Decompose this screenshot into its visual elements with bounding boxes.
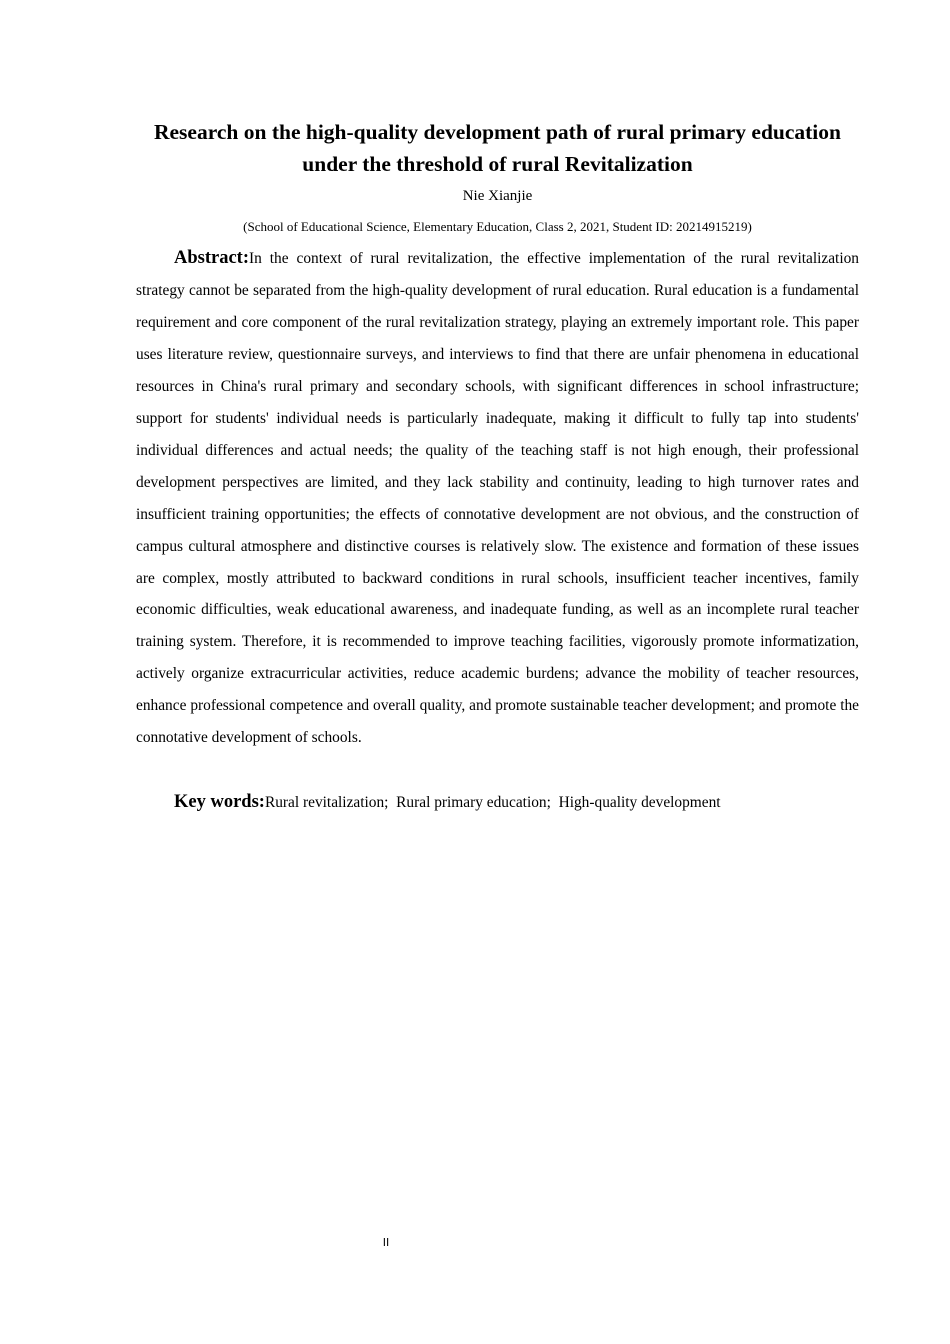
abstract-paragraph xyxy=(136,243,859,754)
keywords-label: Key words: xyxy=(174,792,265,812)
keyword-item: Rural revitalization; xyxy=(264,794,389,811)
abstract-label: Abstract: xyxy=(174,248,250,268)
keyword-item: High-quality development xyxy=(558,794,721,811)
author-name: Nie Xianjie xyxy=(462,188,533,204)
keyword-item: Rural primary education; xyxy=(396,794,551,811)
abstract-text: In the context of rural revitalization, the effective implementation of the rural revitalization strategy cannot be separated from the high-quality development of rural education. Rural education is a fundamental requirement and core component of the rural revitalization strategy, playing an extremely important role. This paper uses literature review, questionnaire surveys, and interviews to find that there are unfair phenomena in educational resources in China's rural primary and secondary schools, with significant differences in school infrastructure; support for students' individual needs is particularly inadequate, making it difficult to fully tap into students' individual differences and actual needs; the quality of the teaching staff is not high enough, their professional development perspectives are limited, and they lack stability and continuity, leading to high turnover rates and insufficient training opportunities; the effects of connotative development are not obvious, and the construction of campus cultural atmosphere and distinctive courses is relatively slow. The existence and formation of these issues are complex, mostly attributed to backward conditions in rural schools, insufficient teacher incentives, family economic difficulties, weak educational awareness, and inadequate funding, as well as an incomplete rural teacher training system. Therefore, it is recommended to improve teaching facilities, vigorously promote informatization, actively organize extracurricular activities, reduce academic burdens; advance the mobility of teacher resources, enhance professional competence and overall quality, and promote sustainable teacher development; and promote the connotative development of schools. xyxy=(136,250,859,747)
author-affiliation: (School of Educational Science, Elementary Education, Class 2, 2021, Student ID: 20214915219) xyxy=(243,219,752,234)
page-number: II xyxy=(382,1236,390,1249)
keywords-paragraph xyxy=(136,787,859,818)
title-line-1: Research on the high-quality development path of rural primary education xyxy=(153,120,841,144)
title-line-2: under the threshold of rural Revitalization xyxy=(302,152,693,176)
paper-title xyxy=(120,116,875,180)
